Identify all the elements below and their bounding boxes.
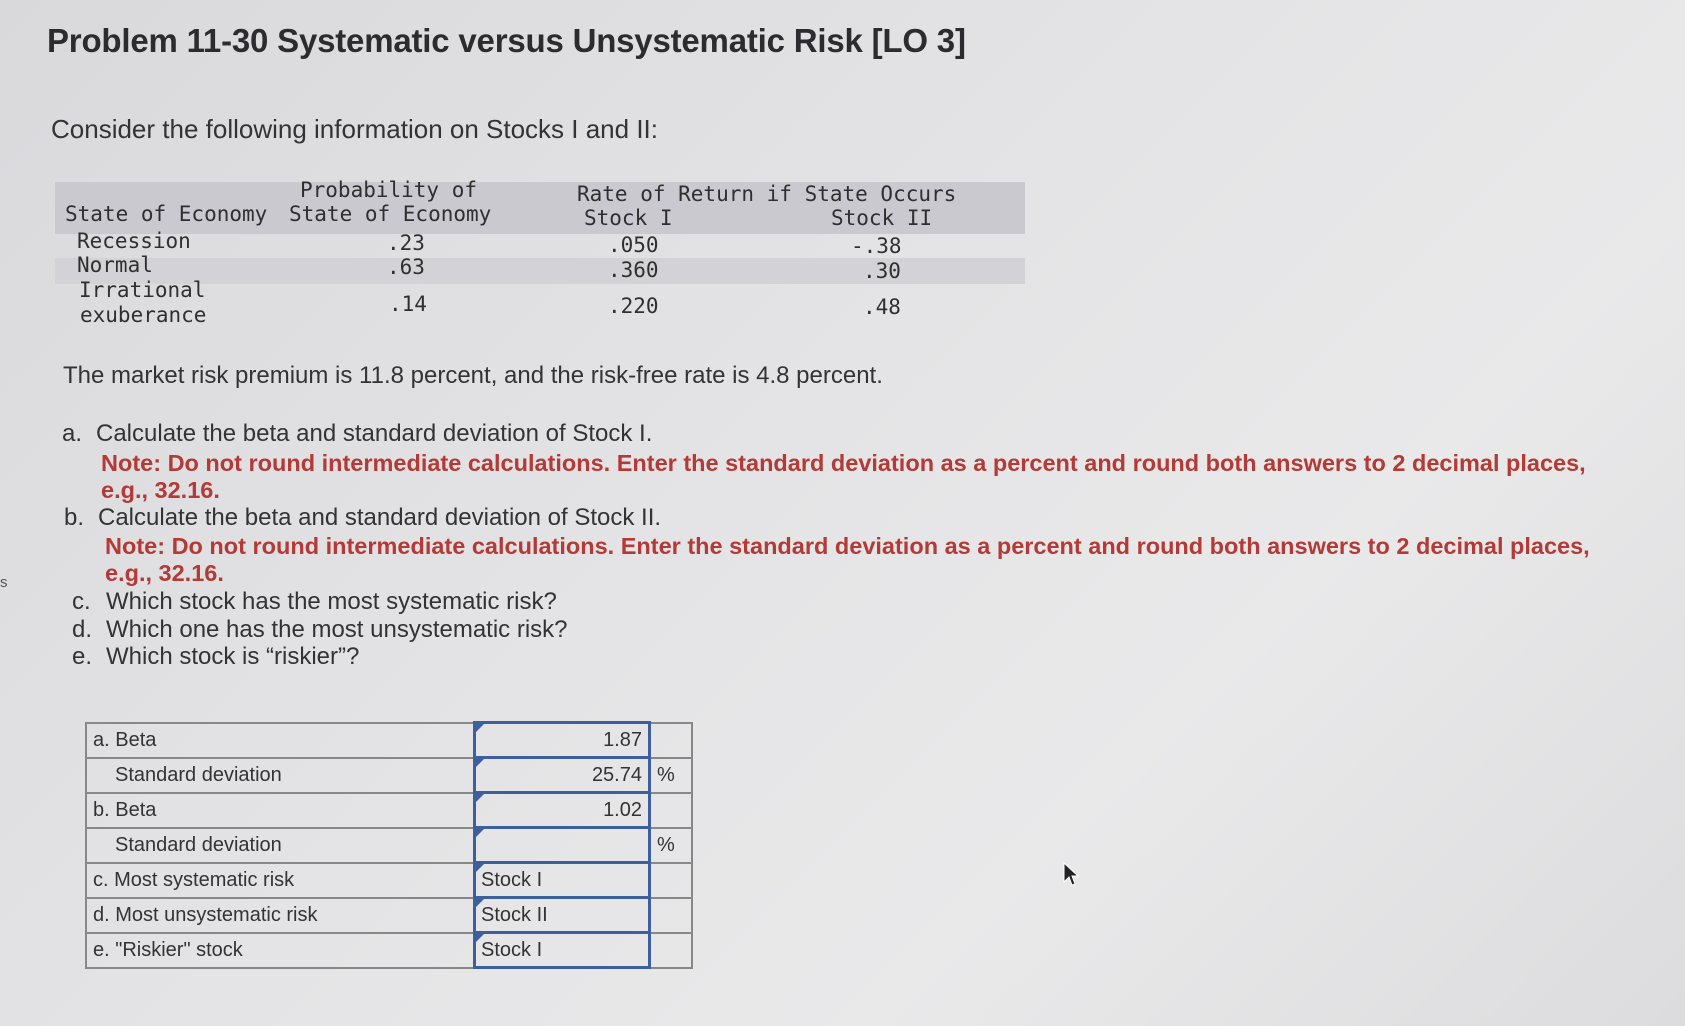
- answer-row-b-beta: [86, 793, 692, 828]
- question-b: [64, 504, 661, 532]
- header-return-group: Rate of Return if State Occurs: [577, 182, 957, 206]
- input-marker-icon: [476, 759, 484, 767]
- row-probability: .14: [389, 292, 427, 316]
- answer-label: e. "Riskier" stock: [86, 933, 475, 968]
- row-state-continued: exuberance: [80, 303, 207, 327]
- b-standard-deviation-input[interactable]: [475, 828, 650, 863]
- answer-label: c. Most systematic risk: [86, 863, 475, 898]
- unit-cell: [650, 898, 693, 933]
- answer-label: a. Beta: [86, 723, 475, 758]
- answer-row-b-sd: [86, 828, 692, 863]
- percent-unit: %: [650, 758, 693, 793]
- row-stock1-return: .220: [608, 294, 659, 318]
- intro-text: Consider the following information on Stocks I and II:: [51, 114, 658, 144]
- problem-title: Problem 11-30 Systematic versus Unsystematic Risk [LO 3]: [47, 22, 966, 59]
- selected-value: Stock I: [481, 869, 543, 891]
- question-a-note: Note: Do not round intermediate calculations. Enter the standard deviation as a percent and round both answers to 2 decimal places, e.g., 32.16.: [101, 450, 1586, 503]
- market-premium-text: The market risk premium is 11.8 percent, and the risk-free rate is 4.8 percent.: [63, 362, 883, 389]
- stock-returns-table: [55, 178, 1025, 330]
- unit-cell: [650, 933, 693, 968]
- question-text: Which stock has the most systematic risk?: [106, 588, 557, 615]
- row-probability: .63: [387, 255, 425, 279]
- question-c: [72, 588, 557, 616]
- header-state: State of Economy: [65, 202, 268, 226]
- a-beta-input[interactable]: [475, 723, 650, 758]
- answer-row-e: [86, 933, 692, 968]
- answer-label: Standard deviation: [86, 758, 475, 793]
- most-unsystematic-risk-select[interactable]: [475, 898, 650, 933]
- input-value: 1.02: [603, 799, 642, 821]
- question-letter: b.: [64, 504, 85, 531]
- b-beta-input[interactable]: [475, 793, 650, 828]
- answer-label: b. Beta: [86, 793, 475, 828]
- header-stock2: Stock II: [831, 206, 933, 230]
- riskier-stock-select[interactable]: [475, 933, 650, 968]
- question-letter: a.: [62, 420, 83, 447]
- input-value: 25.74: [591, 764, 642, 786]
- unit-cell: [650, 723, 693, 758]
- row-state: Normal: [77, 253, 153, 277]
- unit-cell: [650, 863, 693, 898]
- percent-unit: %: [650, 828, 693, 863]
- most-systematic-risk-select[interactable]: [475, 863, 650, 898]
- question-letter: c.: [72, 588, 91, 615]
- question-a: [62, 420, 652, 448]
- answer-table: [85, 721, 693, 969]
- header-stock1: Stock I: [584, 206, 673, 230]
- selected-value: Stock I: [481, 939, 543, 961]
- question-e: [72, 643, 359, 671]
- input-value: 1.87: [603, 729, 642, 751]
- row-stock2-return: .48: [863, 295, 901, 319]
- mouse-cursor-icon: [1062, 862, 1080, 888]
- question-text: Which one has the most unsystematic risk?: [106, 616, 568, 643]
- question-b-note: Note: Do not round intermediate calculations. Enter the standard deviation as a percent and round both answers to 2 decimal places, e.g., 32.16.: [105, 533, 1590, 586]
- answer-row-a-sd: [86, 758, 692, 793]
- header-probability-line1: Probability of: [300, 178, 478, 202]
- answer-row-a-beta: [86, 723, 692, 758]
- question-letter: e.: [72, 643, 93, 670]
- question-letter: d.: [72, 616, 93, 643]
- answer-label: Standard deviation: [86, 828, 475, 863]
- question-text: Calculate the beta and standard deviation of Stock I.: [96, 420, 653, 447]
- row-stock1-return: .360: [608, 258, 659, 282]
- unit-cell: [650, 793, 693, 828]
- answer-row-d: [86, 898, 692, 933]
- row-probability: .23: [387, 231, 425, 255]
- question-text: Calculate the beta and standard deviation of Stock II.: [98, 504, 662, 531]
- question-text: Which stock is “riskier”?: [106, 643, 360, 670]
- row-stock2-return: -.38: [851, 234, 902, 258]
- input-marker-icon: [476, 829, 484, 837]
- question-d: [72, 616, 568, 644]
- answer-label: d. Most unsystematic risk: [86, 898, 475, 933]
- row-state: Irrational: [79, 278, 206, 302]
- header-probability-line2: State of Economy: [289, 202, 492, 226]
- a-standard-deviation-input[interactable]: [475, 758, 650, 793]
- row-stock1-return: .050: [608, 233, 659, 257]
- selected-value: Stock II: [481, 904, 548, 926]
- row-state: Recession: [77, 229, 191, 253]
- input-marker-icon: [476, 794, 484, 802]
- edge-text-fragment: s: [0, 574, 8, 591]
- input-marker-icon: [476, 724, 484, 732]
- row-stock2-return: .30: [863, 259, 901, 283]
- answer-row-c: [86, 863, 692, 898]
